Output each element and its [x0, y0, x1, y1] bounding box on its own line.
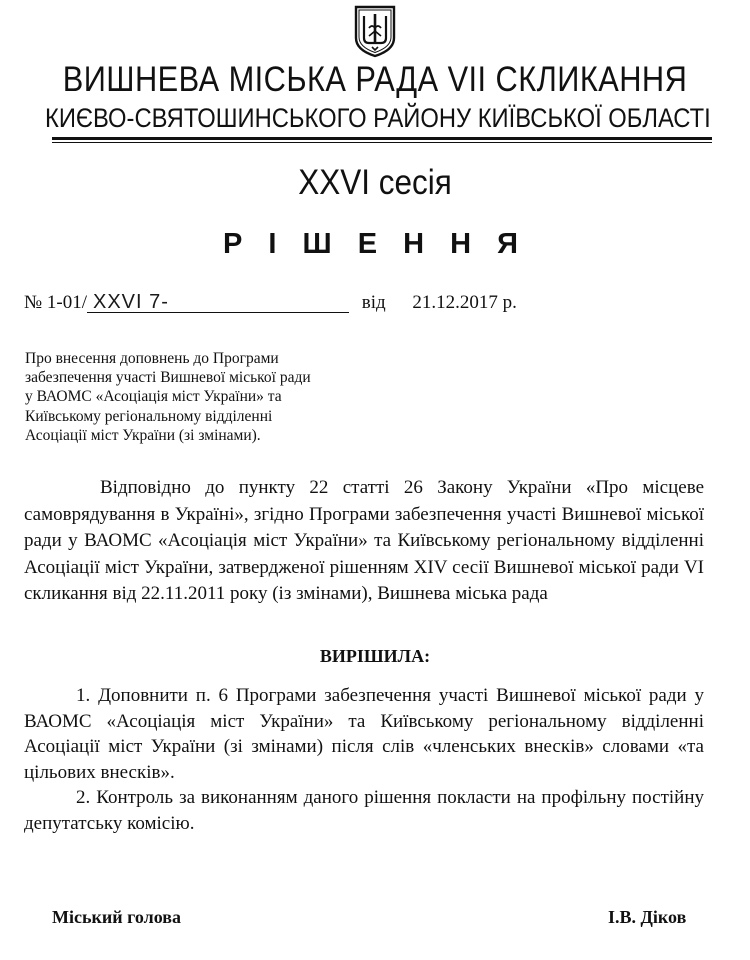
subject-line: Про внесення доповнень до Програми [25, 350, 279, 367]
decision-number-line [24, 292, 517, 314]
decision-item-1: 1. Доповнити п. 6 Програми забезпечення участі Вишневої міської ради у ВАОМС «Асоціація міст України» та Київському регіональному відділенні Асоціації міст України (зі змінами) після слів «членських внесків» словами «та цільових внесків». [24, 685, 704, 783]
decision-item-2: 2. Контроль за виконанням даного рішення покласти на профільну постійну депутатську комісію. [24, 787, 704, 834]
date-label: від [361, 292, 386, 313]
subject-line: Асоціації міст України (зі змінами). [25, 426, 261, 444]
decision-subject [25, 349, 385, 445]
resolved-heading: ВИРІШИЛА: [319, 646, 431, 666]
header-divider-thick [52, 137, 712, 140]
decision-number-prefix: № 1-01/ [24, 292, 87, 313]
signatory-name: І.В. Діков [608, 907, 687, 927]
ukraine-trident-emblem-icon [352, 4, 398, 58]
council-name: ВИШНЕВА МІСЬКА РАДА VII СКЛИКАННЯ [62, 60, 688, 99]
header-divider-thin [52, 142, 712, 143]
document-type-title: Р І Ш Е Н Н Я [223, 228, 527, 260]
preamble-paragraph: Відповідно до пункту 22 статті 26 Закону України «Про місцеве самоврядування в Україні», згідно Програми забезпечення участі Вишневої міської ради у ВАОМС «Асоціація міст України» та Київському регіональному відділенні Асоціації міст України, затвердженої рішенням XIV сесії Вишневої міської ради VI скликання від 22.11.2011 року (із змінами), Вишнева міська рада [24, 477, 704, 604]
decision-number-handwritten: XXVI 7- [87, 292, 349, 313]
signatory-title: Міський голова [52, 907, 181, 927]
district-name: КИЄВО-СВЯТОШИНСЬКОГО РАЙОНУ КИЇВСЬКОЇ ОБЛАСТІ [45, 103, 711, 133]
subject-line: Київському регіональному відділенні [25, 407, 273, 425]
subject-line: забезпечення участі Вишневої міської ради [25, 369, 311, 387]
subject-line: у ВАОМС «Асоціація міст України» та [25, 388, 282, 406]
session-title: XXVI сесія [298, 163, 452, 202]
decision-date: 21.12.2017 р. [412, 292, 517, 313]
